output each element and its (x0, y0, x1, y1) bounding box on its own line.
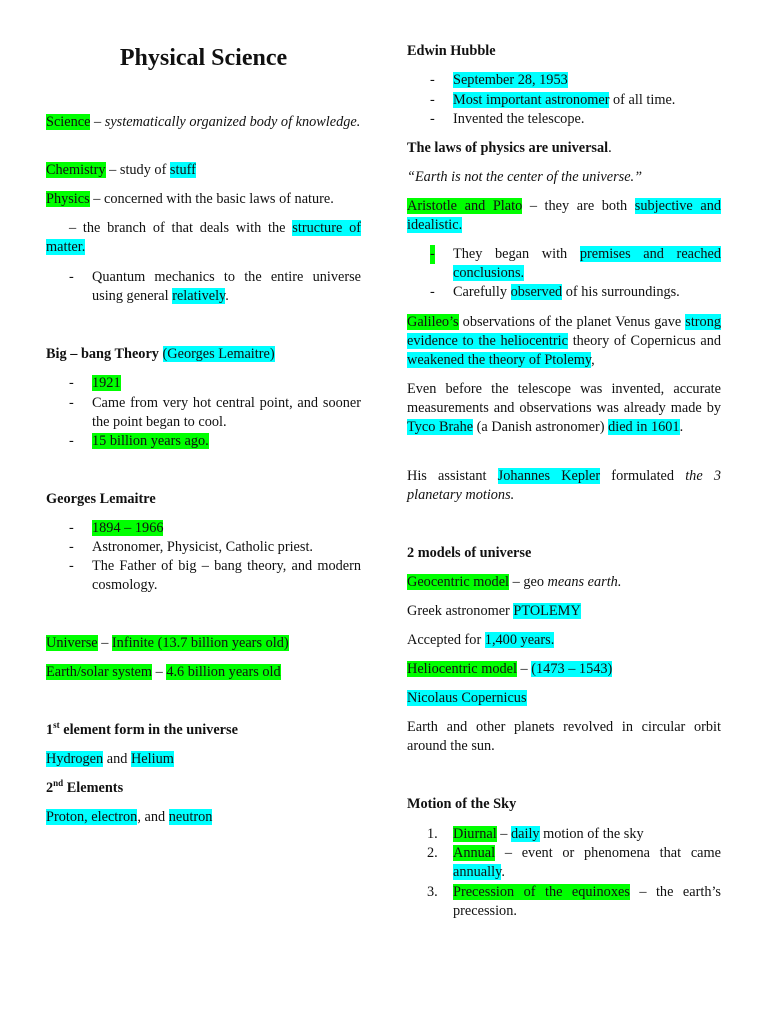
second-elements-heading: 2nd Elements (46, 778, 124, 796)
list-item: - September 28, 1953 (430, 72, 568, 88)
physics-branch: – the branch of that deals with the structure of matter. (46, 220, 361, 255)
list-item-quantum: - Quantum mechanics to the entire universe using general relatively. (69, 269, 361, 304)
list-item: - Invented the telescope. (430, 111, 585, 127)
kepler-paragraph: His assistant Johannes Kepler formulated the 3 planetary motions. (407, 468, 721, 503)
heliocentric-line: Heliocentric model – (1473 – 1543) (407, 661, 613, 677)
numbered-item: 1. Diurnal – daily motion of the sky (427, 826, 644, 842)
earth-quote: “Earth is not the center of the universe.” (407, 169, 643, 185)
orbit-paragraph: Earth and other planets revolved in circular orbit around the sun. (407, 719, 721, 754)
geocentric-line: Geocentric model – geo means earth. (407, 574, 622, 590)
lemaitre-heading: Georges Lemaitre (46, 491, 156, 507)
telescope-paragraph: Even before the telescope was invented, accurate measurements and observations was already made by Tyco Brahe (a Danish astronomer) died in 1601. (407, 381, 721, 435)
galileo-paragraph: Galileo’s observations of the planet Venus gave strong evidence to the heliocentric theory of Copernicus and weakened the theory of Ptolemy, (407, 314, 721, 368)
physics-definition: Physics – concerned with the basic laws of nature. (46, 191, 334, 207)
universe-line: Universe – Infinite (13.7 billion years old) (46, 635, 289, 651)
list-item: - Most important astronomer of all time. (430, 92, 676, 108)
particles-line: Proton, electron, and neutron (46, 809, 213, 825)
list-item: - Came from very hot central point, and sooner the point began to cool. (69, 395, 361, 430)
page-title: Physical Science (119, 45, 288, 71)
numbered-item: 3. Precession of the equinoxes – the earth’s precession. (427, 884, 722, 919)
list-item: - 15 billion years ago. (69, 433, 209, 449)
sky-heading: Motion of the Sky (407, 796, 517, 812)
bigbang-heading: Big – bang Theory (Georges Lemaitre) (46, 346, 275, 362)
accepted-line: Accepted for 1,400 years. (407, 632, 555, 648)
science-definition: Science – systematically organized body of knowledge. (46, 114, 361, 130)
hydrogen-helium-line: Hydrogen and Helium (46, 751, 174, 767)
copernicus-line: Nicolaus Copernicus (407, 690, 527, 706)
first-element-heading: 1st element form in the universe (46, 720, 238, 738)
list-item: - Astronomer, Physicist, Catholic priest. (69, 539, 314, 555)
laws-heading: The laws of physics are universal. (407, 140, 612, 156)
numbered-item: 2. Annual – event or phenomena that came annually. (427, 845, 721, 880)
chemistry-definition: Chemistry – study of stuff (46, 162, 196, 178)
list-item: - The Father of big – bang theory, and modern cosmology. (69, 558, 361, 593)
hubble-heading: Edwin Hubble (407, 43, 496, 59)
earth-line: Earth/solar system – 4.6 billion years old (46, 664, 281, 680)
models-heading: 2 models of universe (407, 545, 532, 561)
list-item: - 1921 (69, 375, 121, 391)
list-item: - 1894 – 1966 (69, 520, 164, 536)
list-item: - They began with premises and reached conclusions. (430, 246, 721, 281)
ptolemy-line: Greek astronomer PTOLEMY (407, 603, 581, 619)
aristotle-line: Aristotle and Plato – they are both subjective and idealistic. (407, 198, 721, 233)
list-item: - Carefully observed of his surroundings. (430, 284, 680, 300)
